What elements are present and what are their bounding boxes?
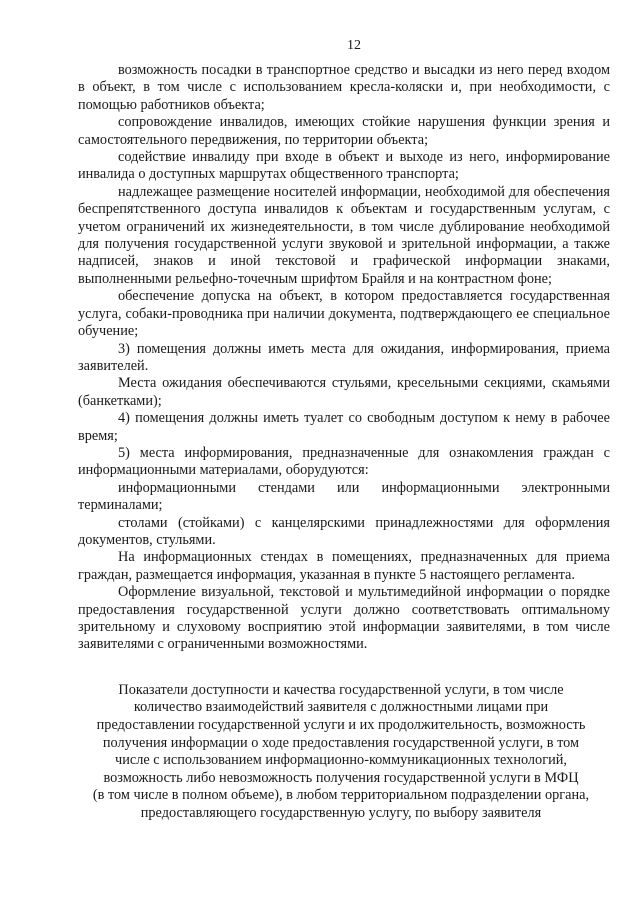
heading-line: (в том числе в полном объеме), в любом территориальном подразделении органа, (92, 787, 590, 804)
section-heading (78, 682, 610, 823)
paragraph: информационными стендами или информационными электронными терминалами; (78, 479, 610, 514)
paragraph: надлежащее размещение носителей информации, необходимой для обеспечения беспрепятственного доступа инвалидов к объектам и государственным услугам, с учетом ограничений их жизнедеятельности, в том числе дублирование необходимой для получения государственной услуги звуковой и зрительной информации, а также надписей, знаков и иной текстовой и графической информации знаками, выполненными рельефно-точечным шрифтом Брайля и на контрастном фоне; (78, 183, 610, 287)
paragraph: 4) помещения должны иметь туалет со свободным доступом к нему в рабочее время; (78, 410, 610, 444)
paragraph: содействие инвалиду при входе в объект и выходе из него, информирование инвалида о доступных маршрутах общественного транспорта; (78, 149, 610, 183)
heading-line: количество взаимодействий заявителя с должностными лицами при (133, 699, 549, 716)
heading-line: получения информации о ходе предоставления государственной услуги, в том (102, 734, 580, 751)
page-number: 12 (347, 38, 361, 53)
paragraph: обеспечение допуска на объект, в котором предоставляется государственная услуга, собаки-проводника при наличии документа, подтверждающего ее специальное обучение; (78, 288, 610, 340)
heading-line: предоставлении государственной услуги и их продолжительность, возможность (96, 717, 586, 733)
paragraph: На информационных стендах в помещениях, предназначенных для приема граждан, размещается информация, указанная в пункте 5 настоящего регламента. (78, 549, 610, 583)
paragraph: столами (стойками) с канцелярскими принадлежностями для оформления документов, стульями. (78, 514, 610, 548)
body-text (78, 62, 610, 654)
paragraph: возможность посадки в транспортное средство и высадки из него перед входом в объект, в том числе с использованием кресла-коляски и, при необходимости, с помощью работников объекта; (78, 62, 610, 113)
heading-line: числе с использованием информационно-коммуникационных технологий, (115, 752, 567, 769)
heading-line: возможность либо невозможность получения государственной услуги в МФЦ (103, 769, 579, 786)
paragraph: Оформление визуальной, текстовой и мультимедийной информации о порядке предоставления государственной услуги должно соответствовать оптимальному зрительному и слуховому восприятию этой информации заявителями, в том числе заявителями с ограниченными возможностями. (78, 584, 610, 653)
paragraph: 5) места информирования, предназначенные для ознакомления граждан с информационными материалами, оборудуются: (78, 444, 610, 479)
heading-line: Показатели доступности и качества государственной услуги, в том числе (118, 681, 564, 698)
paragraph: сопровождение инвалидов, имеющих стойкие нарушения функции зрения и самостоятельного передвижения, по территории объекта; (78, 114, 610, 148)
paragraph: 3) помещения должны иметь места для ожидания, информирования, приема заявителей. (78, 340, 610, 374)
paragraph: Места ожидания обеспечиваются стульями, кресельными секциями, скамьями (банкетками); (78, 375, 610, 409)
heading-line: предоставляющего государственную услугу, по выбору заявителя (140, 804, 542, 821)
